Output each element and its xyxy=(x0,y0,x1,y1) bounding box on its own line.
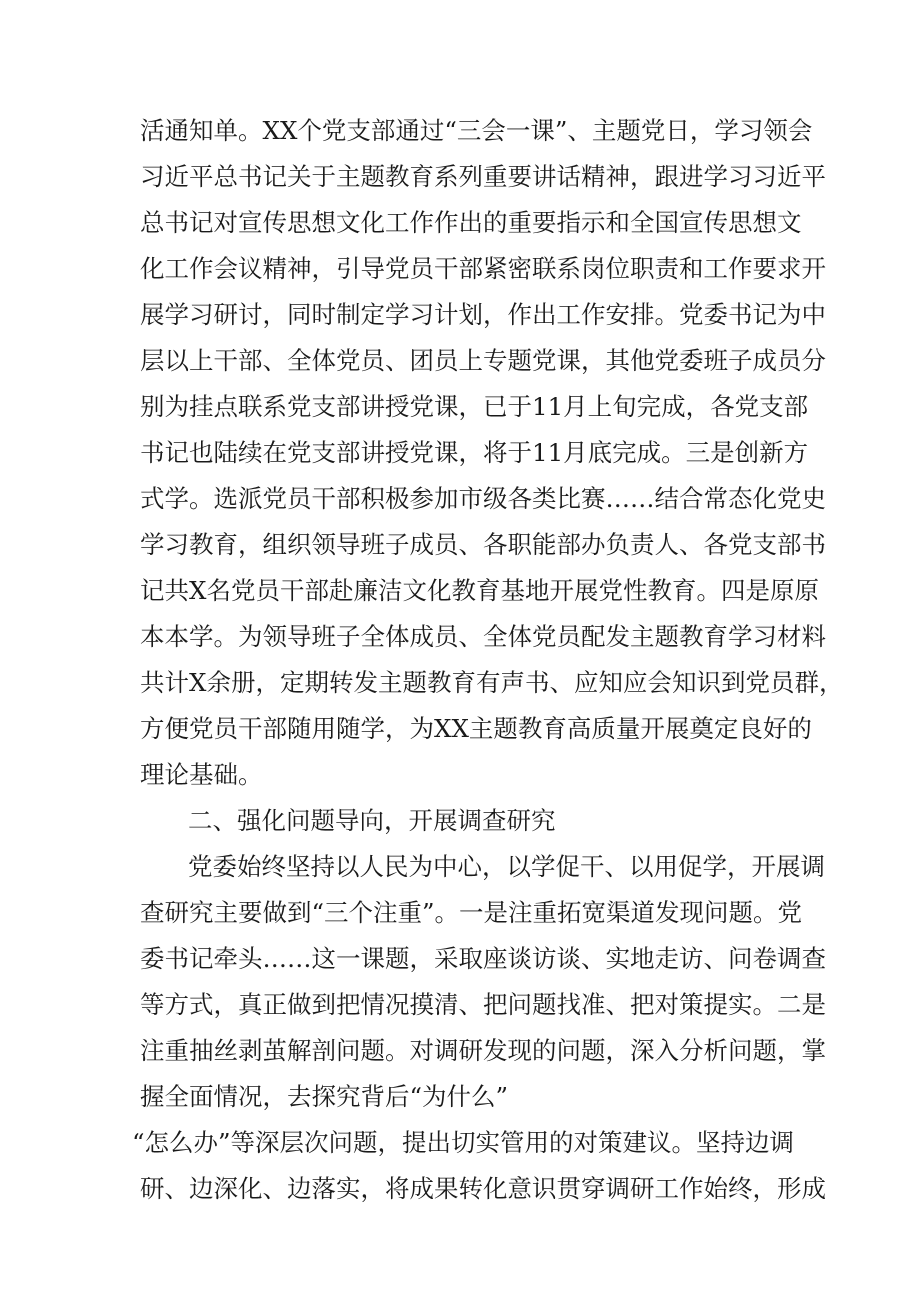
body-text-line: 本本学。为领导班子全体成员、全体党员配发主题教育学习材料 xyxy=(140,622,826,651)
body-text-line: 等方式，真正做到把情况摸清、把问题找准、把对策提实。二是 xyxy=(140,990,826,1019)
body-text-line: 委书记牵头……这一课题，采取座谈访谈、实地走访、问卷调查 xyxy=(140,944,826,973)
paragraph-first-line: 党委始终坚持以人民为中心，以学促干、以用促学，开展调 xyxy=(188,852,825,881)
body-text-line: 方便党员干部随用随学，为XX主题教育高质量开展奠定良好的 xyxy=(140,714,812,743)
body-text-line: “怎么办”等深层次问题，提出切实管用的对策建议。坚持边调 xyxy=(132,1128,795,1157)
body-text-line: 式学。选派党员干部积极参加市级各类比赛……结合常态化党史 xyxy=(140,484,826,513)
body-text-line: 总书记对宣传思想文化工作作出的重要指示和全国宣传思想文 xyxy=(140,208,802,237)
body-text-line: 层以上干部、全体党员、团员上专题党课，其他党委班子成员分 xyxy=(140,346,826,375)
body-text-line: 习近平总书记关于主题教育系列重要讲话精神，跟进学习习近平 xyxy=(140,162,826,191)
body-text-line: 共计X余册，定期转发主题教育有声书、应知应会知识到党员群， xyxy=(140,668,844,697)
body-text-line: 展学习研讨，同时制定学习计划，作出工作安排。党委书记为中 xyxy=(140,300,826,329)
body-text-line: 理论基础。 xyxy=(140,760,263,789)
section-heading: 二、强化问题导向，开展调查研究 xyxy=(188,806,556,835)
body-text-line: 活通知单。XX个党支部通过“三会一课”、主题党日，学习领会 xyxy=(140,116,813,145)
body-text-line: 记共X名党员干部赴廉洁文化教育基地开展党性教育。四是原原 xyxy=(140,576,819,605)
body-text-line: 查研究主要做到“三个注重”。一是注重拓宽渠道发现问题。党 xyxy=(140,898,803,927)
body-text-line: 握全面情况，去探究背后“为什么” xyxy=(140,1082,509,1111)
body-text-line: 学习教育，组织领导班子成员、各职能部办负责人、各党支部书 xyxy=(140,530,826,559)
body-text-line: 化工作会议精神，引导党员干部紧密联系岗位职责和工作要求开 xyxy=(140,254,826,283)
body-text-line: 研、边深化、边落实，将成果转化意识贯穿调研工作始终，形成 xyxy=(140,1174,826,1203)
body-text-line: 别为挂点联系党支部讲授党课，已于11月上旬完成，各党支部 xyxy=(140,392,809,421)
body-text-line: 注重抽丝剥茧解剖问题。对调研发现的问题，深入分析问题，掌 xyxy=(140,1036,826,1065)
body-text-line: 书记也陆续在党支部讲授党课，将于11月底完成。三是创新方 xyxy=(140,438,809,467)
